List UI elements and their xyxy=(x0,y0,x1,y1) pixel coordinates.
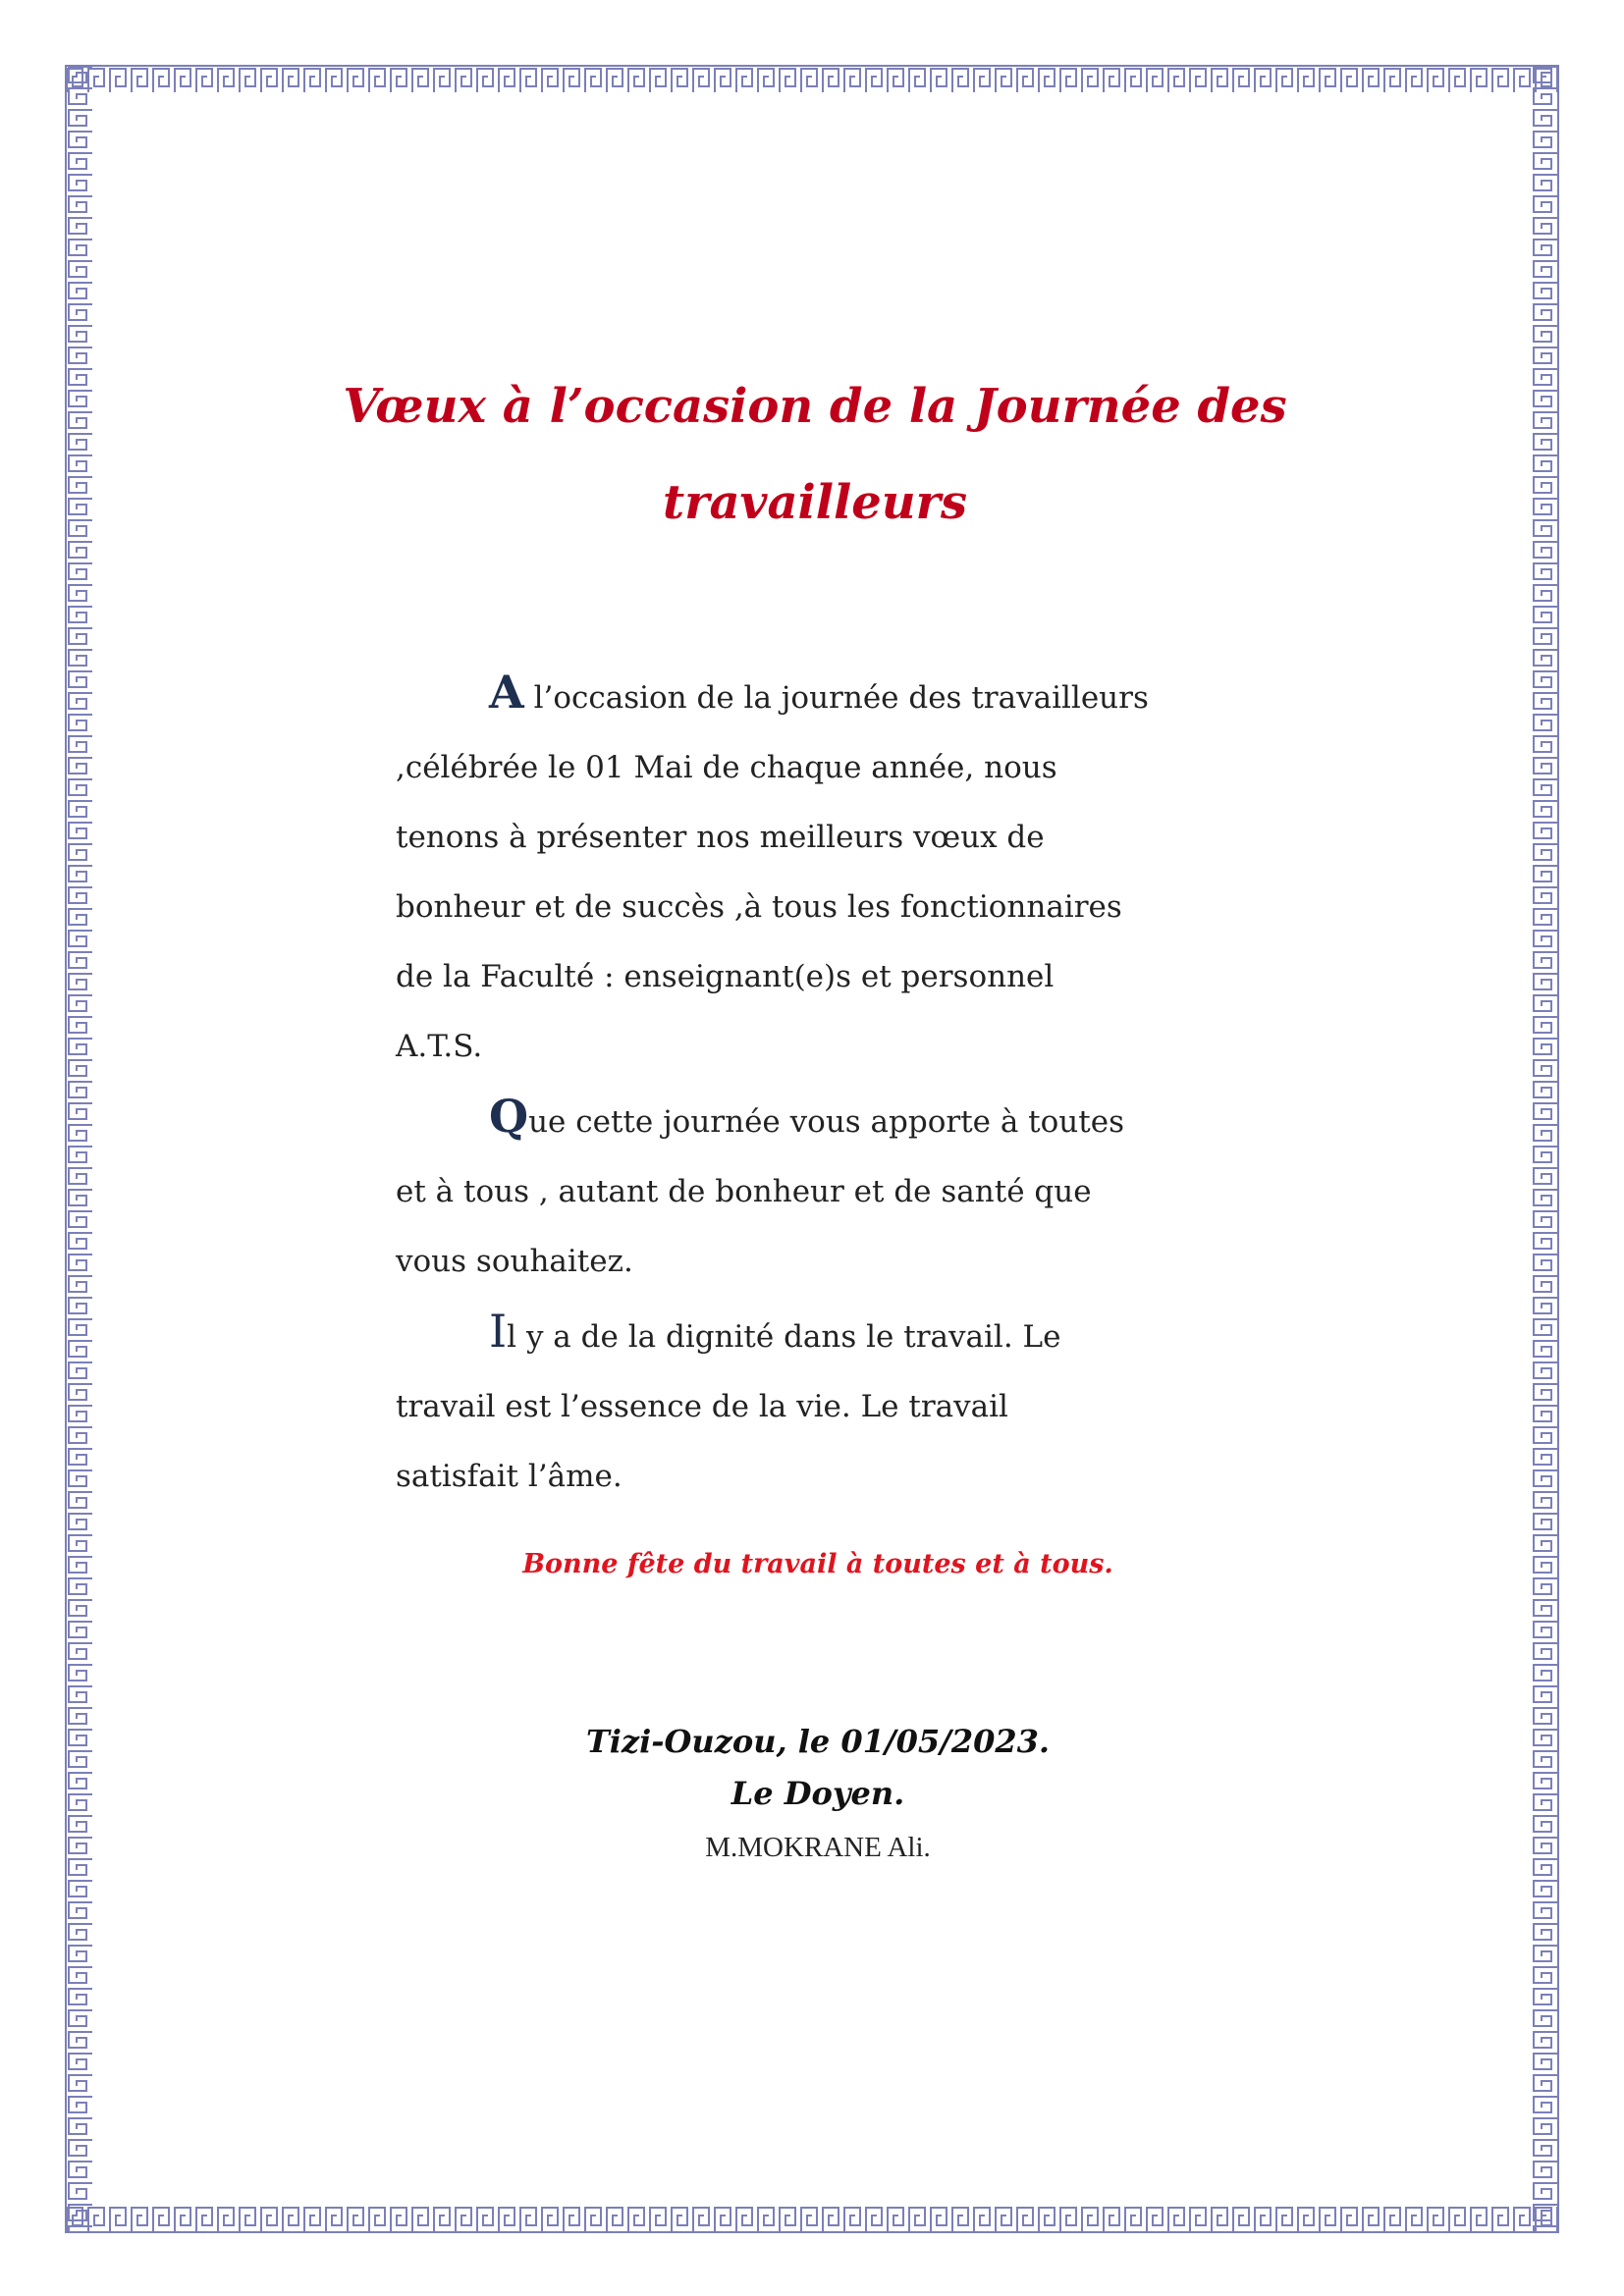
paragraph-2-line-1 xyxy=(396,1082,1240,1157)
paragraph-3-line-1 xyxy=(396,1297,1240,1372)
border-top xyxy=(65,65,1559,94)
paragraph-1-line-5: de la Faculté : enseignant(e)s et personnel xyxy=(396,959,1055,994)
border-left xyxy=(65,65,94,2233)
paragraph-2-line-3: vous souhaitez. xyxy=(396,1244,633,1279)
line-text: l’occasion de la journée des travailleurs xyxy=(533,680,1149,716)
paragraph-1-line-4: bonheur et de succès ,à tous les fonctionnaires xyxy=(396,889,1122,925)
paragraph-2 xyxy=(396,1082,1240,1297)
drop-cap-q: Q xyxy=(489,1090,529,1143)
drop-cap-i: I xyxy=(489,1305,508,1358)
closing-wish: Bonne fête du travail à toutes et à tous. xyxy=(522,1549,1113,1579)
paragraph-1 xyxy=(396,658,1240,1082)
border-right xyxy=(1530,65,1559,2233)
line-text: l y a de la dignité dans le travail. Le xyxy=(507,1319,1061,1355)
drop-cap-a: A xyxy=(489,666,524,719)
line-text: ue cette journée vous apporte à toutes xyxy=(528,1104,1124,1140)
paragraph-3-line-2: travail est l’essence de la vie. Le travail xyxy=(396,1389,1008,1424)
border-bottom xyxy=(65,2204,1559,2233)
paragraph-3 xyxy=(396,1297,1240,1512)
title-line-1: Vœux à l’occasion de la Journée des xyxy=(343,379,1287,434)
place-date: Tizi-Ouzou, le 01/05/2023. xyxy=(585,1723,1051,1760)
paragraph-3-line-3: satisfait l’âme. xyxy=(396,1459,623,1494)
paragraph-2-line-2: et à tous , autant de bonheur et de santé que xyxy=(396,1174,1092,1209)
signatory-role: Le Doyen. xyxy=(731,1775,905,1812)
paragraph-1-line-1 xyxy=(396,658,1240,733)
title-line-2: travailleurs xyxy=(662,475,967,530)
letter-body xyxy=(396,658,1240,1512)
paragraph-1-line-3: tenons à présenter nos meilleurs vœux de xyxy=(396,820,1045,855)
paragraph-1-line-2: ,célébrée le 01 Mai de chaque année, nous xyxy=(396,750,1057,785)
paragraph-1-line-6: A.T.S. xyxy=(396,1029,483,1064)
signatory-name: M.MOKRANE Ali. xyxy=(705,1832,931,1863)
page-title xyxy=(324,358,1306,551)
